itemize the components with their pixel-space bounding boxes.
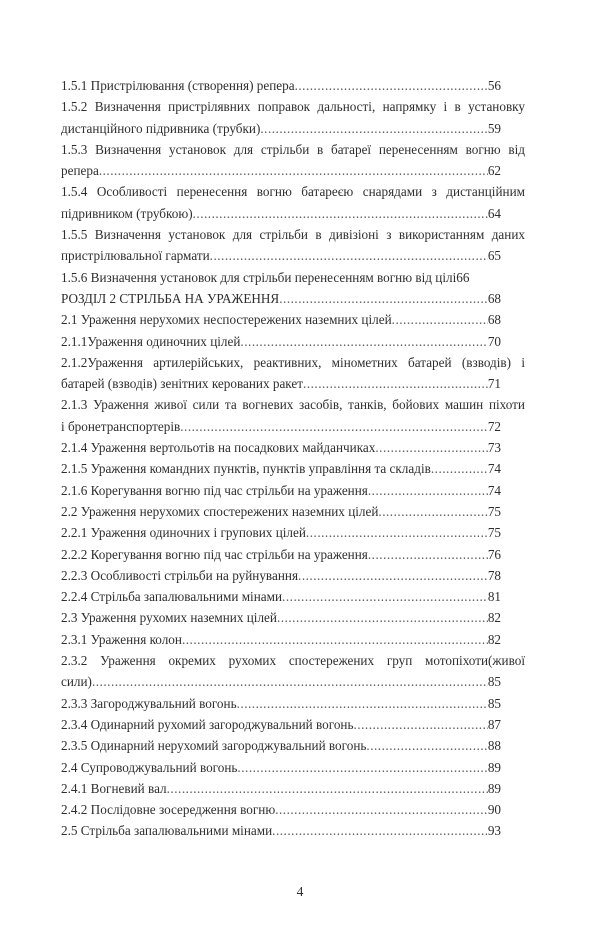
toc-entry-line: [61, 458, 501, 479]
toc-entry[interactable]: [61, 544, 525, 565]
toc-entry-text: 2.4 Супроводжувальний вогонь: [61, 759, 238, 775]
toc-entry[interactable]: [61, 352, 525, 395]
toc-entry-line: [61, 735, 501, 756]
toc-entry-text: 1.5.6 Визначення установок для стрільби перенесенням вогню від цілі66: [61, 269, 470, 285]
toc-page-number: 78: [487, 567, 501, 583]
toc-entry-text: 2.3.5 Одинарний нерухомий загороджувальний вогонь: [61, 738, 367, 754]
toc-page-number: 85: [487, 695, 501, 711]
toc-entry-text: підривником (трубкою): [61, 205, 193, 221]
toc-page-number: 59: [487, 120, 501, 136]
toc-entry[interactable]: [61, 96, 525, 139]
dot-leader: [279, 288, 488, 309]
toc-entry-line: [61, 586, 501, 607]
toc-entry-line: [61, 160, 501, 181]
toc-entry-text: 1.5.4 Особливості перенесення вогню батареєю снарядами з дистанційним: [61, 184, 525, 200]
toc-entry[interactable]: [61, 458, 525, 479]
dot-leader: [368, 544, 488, 565]
dot-leader: [92, 671, 488, 692]
toc-entry[interactable]: [61, 778, 525, 799]
toc-entry-line: [61, 693, 501, 714]
toc-entry-line: [61, 288, 501, 309]
toc-entry-line: [61, 245, 501, 266]
toc-entry[interactable]: [61, 224, 525, 267]
toc-entry[interactable]: [61, 799, 525, 820]
toc-entry[interactable]: [61, 75, 525, 96]
toc-entry-text: 1.5.1 Пристрілювання (створення) репера: [61, 78, 295, 93]
toc-entry-text: 2.1 Ураження нерухомих неспостережених наземних цілей: [61, 312, 392, 328]
toc-entry-text: 2.3.1 Ураження колон: [61, 631, 182, 647]
toc-entry-line: [61, 820, 501, 841]
dot-leader: [272, 820, 488, 841]
dot-leader: [167, 778, 488, 799]
toc-entry[interactable]: [61, 565, 525, 586]
toc-page-number: 68: [487, 290, 501, 306]
toc-entry-line: [61, 757, 501, 778]
toc-entry[interactable]: [61, 437, 525, 458]
toc-entry[interactable]: [61, 629, 525, 650]
toc-page-number: 65: [487, 248, 501, 264]
toc-page-number: 71: [487, 376, 501, 392]
toc-entry-text: 2.1.2Ураження артилерійських, реактивних, мінометних батарей (взводів) і: [61, 354, 525, 370]
toc-page-number: 72: [487, 418, 501, 434]
toc-entry-line: [61, 671, 501, 692]
toc-entry-line: [61, 118, 501, 139]
toc-page-number: 56: [487, 78, 501, 93]
toc-entry-line: [61, 480, 501, 501]
toc-entry-text: 2.4.2 Послідовне зосередження вогню: [61, 802, 276, 818]
toc-page-number: 74: [487, 482, 501, 498]
toc-entry-text: 2.1.4 Ураження вертольотів на посадкових майданчиках: [61, 440, 376, 456]
dot-leader: [431, 458, 488, 479]
toc-entry-line: [61, 373, 501, 394]
dot-leader: [237, 693, 488, 714]
toc-entry[interactable]: [61, 331, 525, 352]
toc-page-number: 70: [487, 333, 501, 349]
toc-page-number: 89: [487, 759, 501, 775]
toc-entry-line: [61, 778, 501, 799]
toc-entry-line: [61, 565, 501, 586]
toc-entry-text: 2.4.1 Вогневий вал: [61, 780, 167, 796]
toc-page-number: 75: [487, 503, 501, 519]
dot-leader: [303, 373, 488, 394]
toc-entry-text: 2.3 Ураження рухомих наземних цілей: [61, 610, 277, 626]
toc-entry[interactable]: [61, 480, 525, 501]
toc-entry[interactable]: [61, 757, 525, 778]
dot-leader: [237, 757, 487, 778]
toc-entry[interactable]: [61, 309, 525, 330]
dot-leader: [298, 565, 488, 586]
toc-entry-text: 2.1.6 Корегування вогню під час стрільби на ураження: [61, 482, 368, 498]
dot-leader: [193, 203, 488, 224]
toc-page-number: 68: [487, 312, 501, 328]
toc-entry[interactable]: [61, 501, 525, 522]
toc-entry[interactable]: [61, 586, 525, 607]
dot-leader: [182, 629, 488, 650]
dot-leader: [378, 501, 487, 522]
toc-page-number: 76: [487, 546, 501, 562]
toc-entry[interactable]: [61, 650, 525, 693]
dot-leader: [240, 331, 487, 352]
toc-entry-text: 2.3.2 Ураження окремих рухомих спостережених груп мотопіхоти(живої: [61, 653, 525, 669]
dot-leader: [375, 437, 487, 458]
toc-entry-text: 1.5.2 Визначення пристрілявних поправок дальності, напрямку і в установку: [61, 99, 525, 115]
toc-entry[interactable]: [61, 288, 525, 309]
toc-page-number: 81: [487, 589, 501, 605]
dot-leader: [354, 714, 488, 735]
toc-entry-line: [61, 75, 501, 96]
toc-page-number: 73: [487, 440, 501, 456]
toc-entry-line: [61, 203, 501, 224]
toc-entry-text: 2.3.4 Одинарний рухомий загороджувальний вогонь: [61, 716, 354, 732]
dot-leader: [277, 607, 488, 628]
toc-page-number: 74: [487, 461, 501, 477]
toc-page-number: 82: [487, 631, 501, 647]
toc-page-number: 64: [487, 205, 501, 221]
dot-leader: [295, 75, 488, 96]
toc-entry[interactable]: [61, 693, 525, 714]
toc-entry-text: 2.2.2 Корегування вогню під час стрільби на ураження: [61, 546, 368, 562]
dot-leader: [260, 118, 487, 139]
dot-leader: [368, 480, 488, 501]
dot-leader: [366, 735, 487, 756]
toc-entry-text: дистанційного підривника (трубки): [61, 120, 261, 136]
toc-entry-line: [61, 629, 501, 650]
toc-entry[interactable]: [61, 735, 525, 756]
dot-leader: [210, 245, 488, 266]
toc-page-number: 89: [487, 780, 501, 796]
toc-entry-line: [61, 309, 501, 330]
dot-leader: [306, 522, 488, 543]
toc-page-number: 62: [487, 163, 501, 179]
toc-entry-text: 2.5 Стрільба запалювальними мінами: [61, 823, 273, 839]
toc-entry-line: [61, 607, 501, 628]
toc-entry[interactable]: [61, 714, 525, 735]
toc-entry-text: 2.3.3 Загороджувальний вогонь: [61, 695, 237, 711]
dot-leader: [275, 799, 488, 820]
dot-leader: [282, 586, 488, 607]
toc-entry-text: 2.2.3 Особливості стрільби на руйнування: [61, 567, 299, 583]
dot-leader: [99, 160, 488, 181]
toc-entry-text: 1.5.3 Визначення установок для стрільби в батареї перенесенням вогню від: [61, 141, 525, 157]
toc-entry-text: 2.2.1 Ураження одиночних і групових цілей: [61, 525, 306, 541]
toc-entry-text: сили): [61, 674, 92, 690]
toc-entry[interactable]: [61, 394, 525, 437]
toc-entry-line: [61, 799, 501, 820]
toc-entry-text: 2.2.4 Стрільба запалювальними мінами: [61, 589, 283, 605]
toc-entry-text: 2.2 Ураження нерухомих спостережених наземних цілей: [61, 503, 379, 519]
table-of-contents: [61, 75, 525, 842]
toc-page-number: 90: [487, 802, 501, 818]
toc-entry[interactable]: [61, 267, 525, 288]
toc-page-number: 85: [487, 674, 501, 690]
toc-entry-text: батарей (взводів) зенітних керованих ракет: [61, 376, 303, 392]
toc-entry-line: [61, 501, 501, 522]
toc-entry[interactable]: [61, 139, 525, 182]
toc-page-number: 82: [487, 610, 501, 626]
toc-entry-line: [61, 522, 501, 543]
dot-leader: [180, 416, 488, 437]
toc-entry-line: [61, 544, 501, 565]
toc-entry-text: 2.1.5 Ураження командних пунктів, пунктів управління та складів: [61, 461, 431, 477]
page-number: 4: [296, 884, 304, 899]
toc-entry-text: пристрілювальної гармати: [61, 248, 210, 264]
toc-entry-line: [61, 331, 501, 352]
toc-entry-text: репера: [61, 163, 99, 179]
toc-entry-line: [61, 437, 501, 458]
toc-entry-line: [61, 416, 501, 437]
toc-entry-line: [61, 714, 501, 735]
toc-page-number: 87: [487, 716, 501, 732]
dot-leader: [392, 309, 488, 330]
toc-entry-text: 2.1.1Ураження одиночних цілей: [61, 333, 241, 349]
toc-entry[interactable]: [61, 181, 525, 224]
toc-page-number: 88: [487, 738, 501, 754]
toc-entry[interactable]: [61, 607, 525, 628]
toc-page-number: 75: [487, 525, 501, 541]
toc-entry-text: і бронетранспортерів: [61, 418, 181, 434]
toc-entry[interactable]: [61, 820, 525, 841]
toc-page-number: 93: [487, 823, 501, 839]
toc-entry-text: 2.1.3 Ураження живої сили та вогневих засобів, танків, бойових машин піхоти: [61, 397, 525, 413]
toc-entry-text: РОЗДІЛ 2 СТРІЛЬБА НА УРАЖЕННЯ: [61, 290, 280, 306]
toc-entry-text: 1.5.5 Визначення установок для стрільби в дивізіоні з використанням даних: [61, 227, 525, 243]
toc-entry[interactable]: [61, 522, 525, 543]
